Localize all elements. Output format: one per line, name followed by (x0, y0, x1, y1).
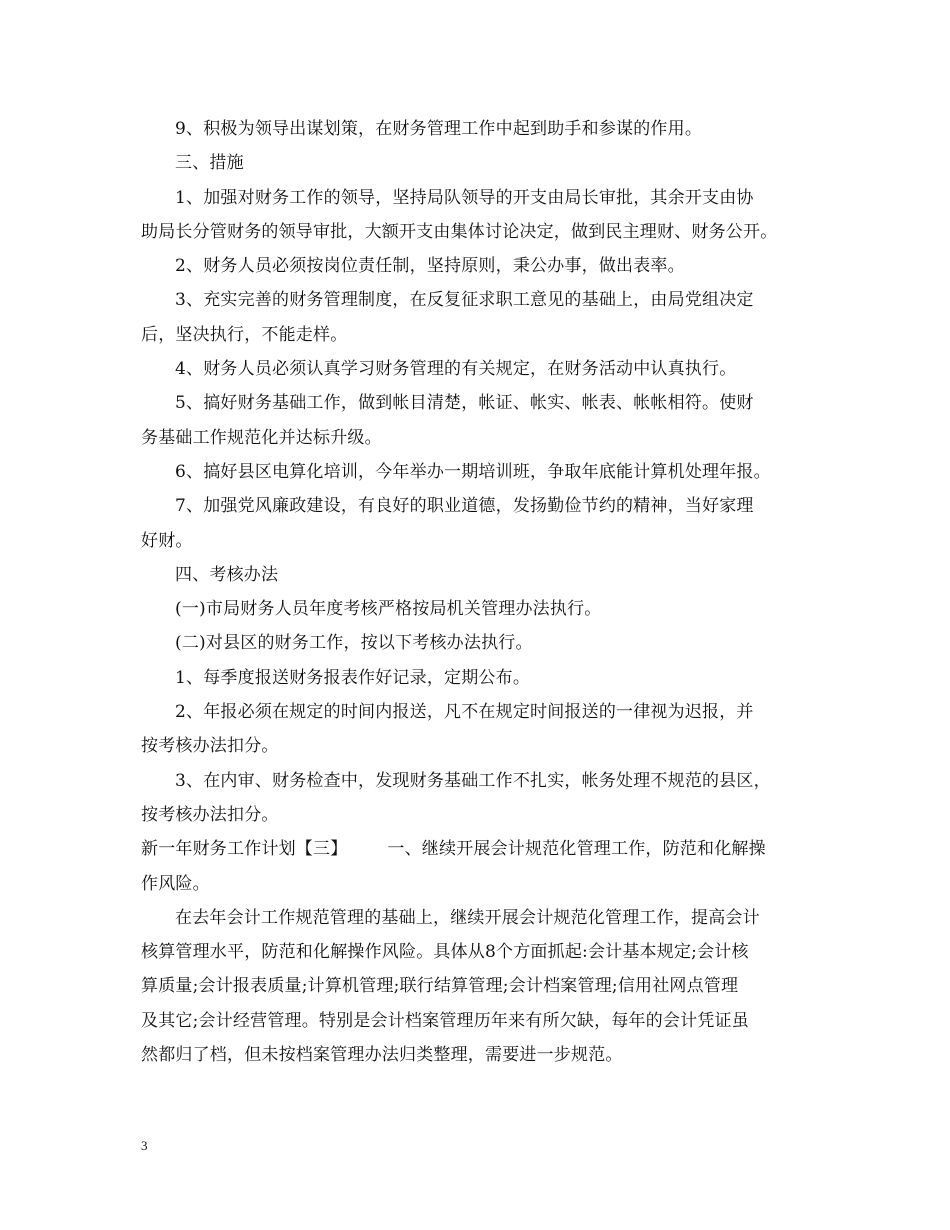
paragraph-line: 务基础工作规范化并达标升级。 (141, 427, 382, 448)
plan-heading-line (141, 832, 831, 866)
paragraph-line: 按考核办法扣分。 (141, 736, 279, 757)
paragraph-line: (一)市局财务人员年度考核严格按局机关管理办法执行。 (175, 599, 602, 620)
paragraph-line: 7、加强党风廉政建设，有良好的职业道德，发扬勤俭节约的精神，当好家理 (175, 496, 754, 517)
paragraph-line: 3、充实完善的财务管理制度，在反复征求职工意见的基础上，由局党组决定 (175, 290, 754, 311)
paragraph-line: 1、加强对财务工作的领导，坚持局队领导的开支由局长审批，其余开支由协 (175, 187, 754, 208)
paragraph-line: 5、搞好财务基础工作，做到帐目清楚，帐证、帐实、帐表、帐帐相符。使财 (175, 393, 754, 414)
plan-title: 新一年财务工作计划【三】 (141, 839, 348, 860)
paragraph-line: 3、在内审、财务检查中，发现财务基础工作不扎实，帐务处理不规范的县区， (175, 770, 771, 791)
section-heading-assessment: 四、考核办法 (175, 564, 279, 585)
paragraph-line: 在去年会计工作规范管理的基础上，继续开展会计规范化管理工作，提高会计 (175, 907, 760, 928)
body-text (141, 112, 831, 1072)
paragraph-line: 2、财务人员必须按岗位责任制，坚持原则，秉公办事，做出表率。 (175, 256, 685, 277)
paragraph-line: 2、年报必须在规定的时间内报送，凡不在规定时间报送的一律视为迟报，并 (175, 702, 754, 723)
paragraph-line: 1、每季度报送财务报表作好记录，定期公布。 (175, 667, 531, 688)
paragraph-line: 作风险。 (141, 873, 210, 894)
page-number: 3 (141, 1138, 148, 1153)
paragraph-line: 4、财务人员必须认真学习财务管理的有关规定，在财务活动中认真执行。 (175, 359, 737, 380)
paragraph-line: 核算管理水平，防范和化解操作风险。具体从8个方面抓起:会计基本规定;会计核 (141, 942, 749, 963)
paragraph-line: 算质量;会计报表质量;计算机管理;联行结算管理;会计档案管理;信用社网点管理 (141, 976, 739, 997)
paragraph-line: 助局长分管财务的领导审批，大额开支由集体讨论决定，做到民主理财、财务公开。 (141, 221, 778, 242)
paragraph-line: 然都归了档，但未按档案管理办法归类整理，需要进一步规范。 (141, 1045, 623, 1066)
paragraph-line: 按考核办法扣分。 (141, 804, 279, 825)
plan-first-item: 一、继续开展会计规范化管理工作，防范和化解操 (387, 839, 766, 860)
paragraph-line: (二)对县区的财务工作，按以下考核办法执行。 (175, 633, 533, 654)
paragraph-line: 及其它;会计经营管理。特别是会计档案管理历年来有所欠缺，每年的会计凭证虽 (141, 1010, 749, 1031)
paragraph-line: 9、积极为领导出谋划策，在财务管理工作中起到助手和参谋的作用。 (175, 119, 703, 139)
paragraph-line: 6、搞好县区电算化培训，今年举办一期培训班，争取年底能计算机处理年报。 (175, 461, 771, 482)
paragraph-line: 好财。 (141, 530, 193, 551)
paragraph-line: 后，坚决执行，不能走样。 (141, 324, 348, 345)
section-heading-measures: 三、措施 (175, 153, 244, 174)
